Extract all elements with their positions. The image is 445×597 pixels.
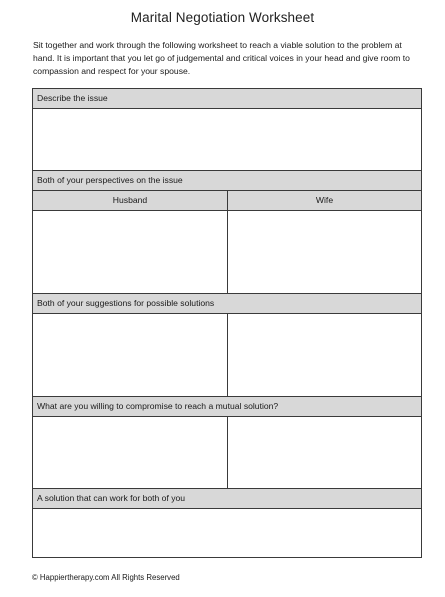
column-divider — [227, 417, 228, 488]
section-header-perspectives: Both of your perspectives on the issue — [33, 171, 421, 190]
wife-perspective-area[interactable] — [228, 211, 421, 293]
section-header-solution: A solution that can work for both of you — [33, 489, 421, 508]
column-header-husband: Husband — [33, 191, 227, 210]
issue-write-area[interactable] — [33, 109, 421, 170]
column-divider — [227, 314, 228, 396]
wife-suggestion-area[interactable] — [228, 314, 421, 396]
husband-compromise-area[interactable] — [33, 417, 227, 488]
section-header-compromise: What are you willing to compromise to reach a mutual solution? — [33, 397, 421, 416]
section-header-issue: Describe the issue — [33, 89, 421, 108]
copyright-footer: © Happiertherapy.com All Rights Reserved — [32, 573, 180, 582]
solution-write-area[interactable] — [33, 509, 421, 557]
husband-perspective-area[interactable] — [33, 211, 227, 293]
section-header-suggestions: Both of your suggestions for possible solutions — [33, 294, 421, 313]
worksheet-title: Marital Negotiation Worksheet — [130, 10, 315, 25]
wife-compromise-area[interactable] — [228, 417, 421, 488]
column-divider — [227, 191, 228, 293]
intro-paragraph: Sit together and work through the following worksheet to reach a viable solution to the problem at hand. It is important that you let go of judgemental and critical voices in your head and give room to compassion and respect for your spouse. — [33, 40, 410, 76]
worksheet-table — [32, 88, 422, 558]
husband-suggestion-area[interactable] — [33, 314, 227, 396]
column-header-wife: Wife — [228, 191, 421, 210]
